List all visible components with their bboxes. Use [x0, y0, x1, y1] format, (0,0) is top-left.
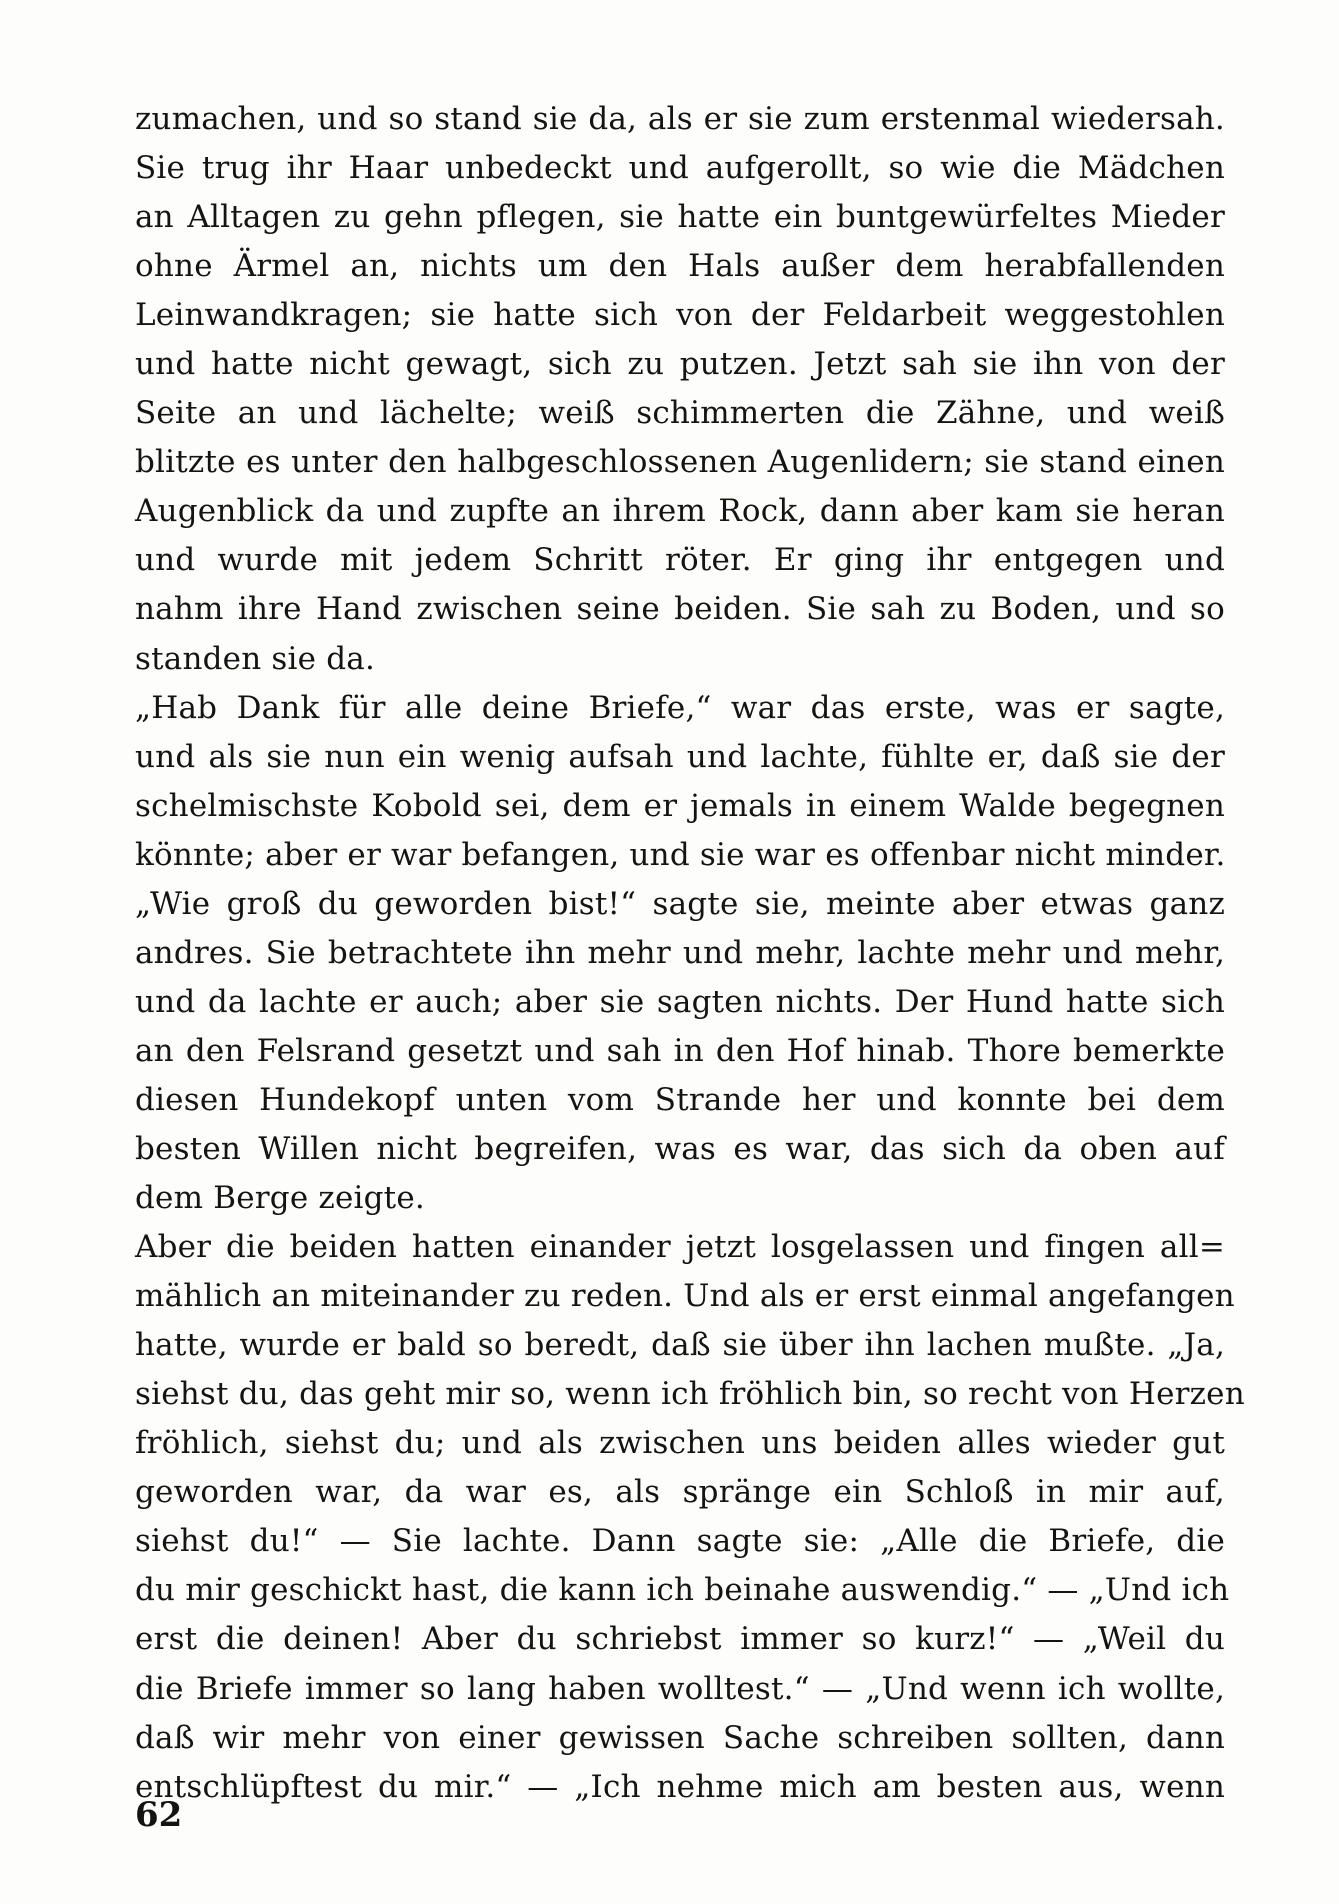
text-line: dem Berge zeigte. [135, 1180, 425, 1217]
text-line: und hatte nicht gewagt, sich zu putzen. Jetzt sah sie ihn von der [135, 346, 1225, 383]
body-text [135, 95, 1245, 1812]
text-line: besten Willen nicht begreifen, was es war, das sich da oben auf [135, 1130, 1225, 1167]
text-line: könnte; aber er war befangen, und sie war es offenbar nicht minder. [135, 836, 1226, 873]
text-line: die Briefe immer so lang haben wolltest.“ — „Und wenn ich wollte, [135, 1670, 1225, 1707]
text-line: geworden war, da war es, als spränge ein Schloß in mir auf, [135, 1474, 1225, 1511]
text-line: standen sie da. [135, 640, 376, 677]
text-line: du mir geschickt hast, die kann ich beinahe auswendig.“ — „Und ich [135, 1572, 1230, 1609]
page-number: 62 [135, 1795, 183, 1835]
text-line: zumachen, und so stand sie da, als er sie zum erstenmal wiedersah. [135, 101, 1225, 137]
text-line: Aber die beiden hatten einander jetzt losgelassen und fingen all= [135, 1229, 1225, 1266]
text-line: diesen Hundekopf unten vom Strande her und konnte bei dem [135, 1081, 1225, 1118]
text-line: an Alltagen zu gehn pflegen, sie hatte ein buntgewürfeltes Mieder [135, 199, 1225, 236]
text-line: „Wie groß du geworden bist!“ sagte sie, meinte aber etwas ganz [135, 885, 1225, 922]
text-line: erst die deinen! Aber du schriebst immer so kurz!“ — „Weil du [135, 1621, 1225, 1658]
text-line: und da lachte er auch; aber sie sagten nichts. Der Hund hatte sich [135, 983, 1225, 1020]
text-line: ohne Ärmel an, nichts um den Hals außer dem herabfallenden [135, 248, 1225, 285]
text-line: blitzte es unter den halbgeschlossenen Augenlidern; sie stand einen [135, 444, 1225, 481]
text-line: und wurde mit jedem Schritt röter. Er ging ihr entgegen und [135, 542, 1225, 579]
text-line: fröhlich, siehst du; und als zwischen uns beiden alles wieder gut [135, 1425, 1225, 1462]
text-line: Augenblick da und zupfte an ihrem Rock, dann aber kam sie heran [135, 493, 1225, 530]
text-line: Leinwandkragen; sie hatte sich von der Feldarbeit weggestohlen [135, 297, 1225, 334]
text-line: siehst du, das geht mir so, wenn ich fröhlich bin, so recht von Herzen [135, 1376, 1245, 1413]
text-line: Sie trug ihr Haar unbedeckt und aufgerollt, so wie die Mädchen [135, 150, 1225, 187]
text-line: an den Felsrand gesetzt und sah in den Hof hinab. Thore bemerkte [135, 1032, 1225, 1069]
text-line: Seite an und lächelte; weiß schimmerten die Zähne, und weiß [135, 395, 1225, 432]
text-line: hatte, wurde er bald so beredt, daß sie über ihn lachen mußte. „Ja, [135, 1327, 1225, 1364]
text-line: und als sie nun ein wenig aufsah und lachte, fühlte er, daß sie der [135, 738, 1225, 775]
text-line: „Hab Dank für alle deine Briefe,“ war das erste, was er sagte, [135, 689, 1225, 726]
text-line: andres. Sie betrachtete ihn mehr und mehr, lachte mehr und mehr, [135, 934, 1225, 971]
text-line: daß wir mehr von einer gewissen Sache schreiben sollten, dann [135, 1719, 1225, 1756]
text-line: entschlüpftest du mir.“ — „Ich nehme mich am besten aus, wenn [135, 1768, 1225, 1805]
text-line: nahm ihre Hand zwischen seine beiden. Sie sah zu Boden, und so [135, 591, 1225, 628]
text-line: siehst du!“ — Sie lachte. Dann sagte sie: „Alle die Briefe, die [135, 1523, 1225, 1560]
text-line: schelmischste Kobold sei, dem er jemals in einem Walde begegnen [135, 787, 1225, 824]
text-line: mählich an miteinander zu reden. Und als er erst einmal angefangen [135, 1278, 1235, 1315]
